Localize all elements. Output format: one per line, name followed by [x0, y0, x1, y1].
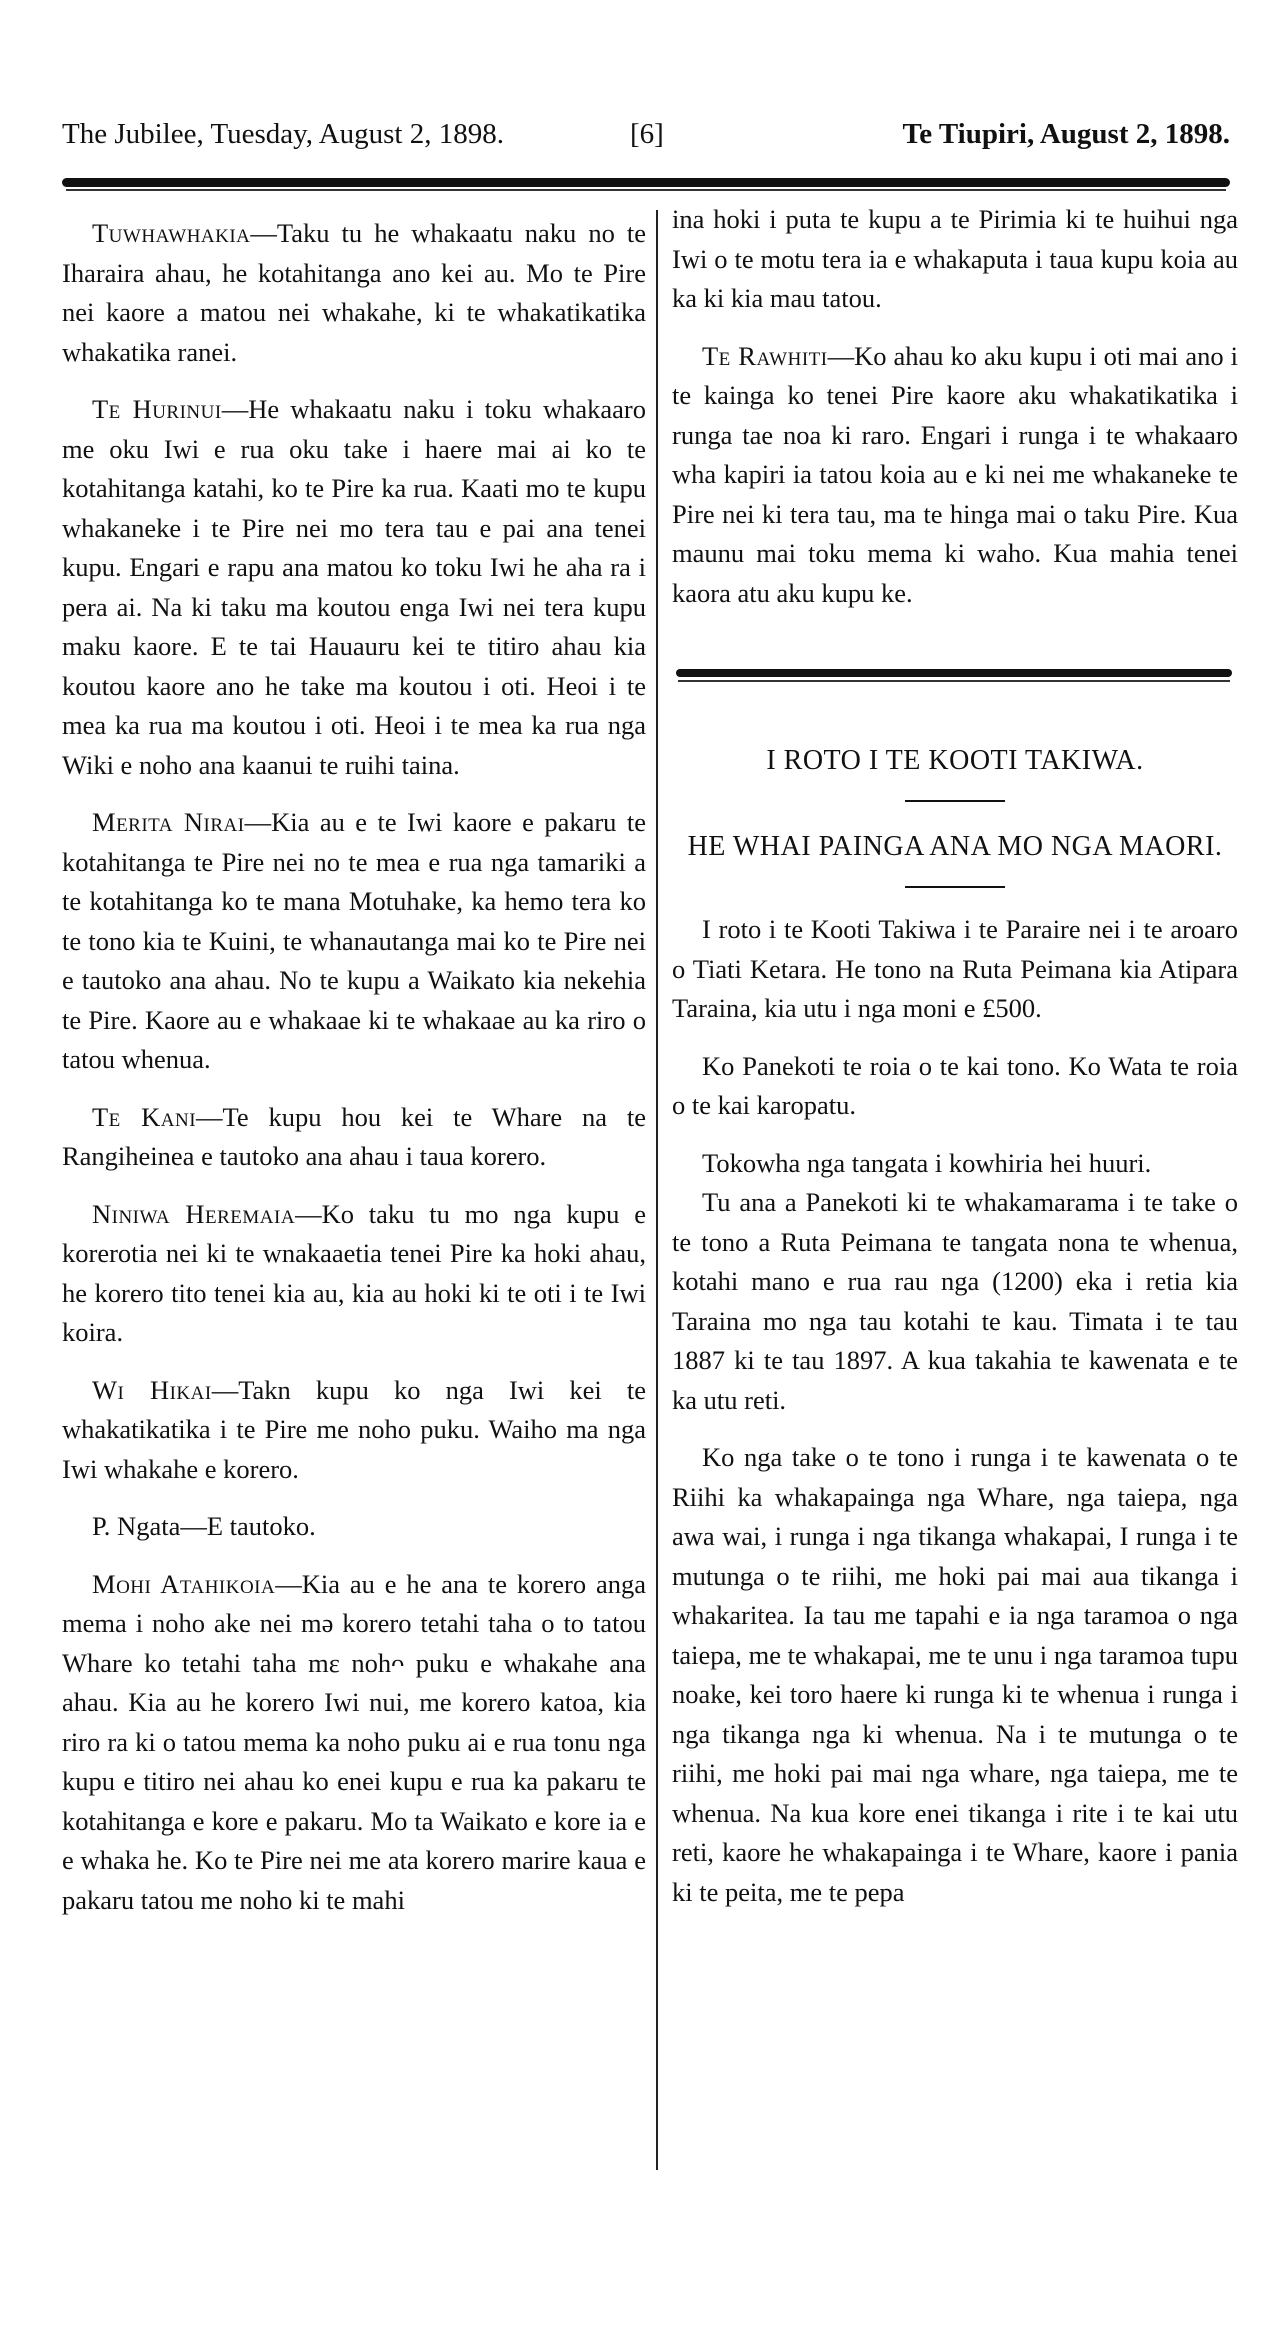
speech-paragraph — [62, 390, 646, 785]
speech-paragraph — [62, 214, 646, 372]
article-paragraph: I roto i te Kooti Takiwa i te Paraire nei i te aroaro o Tiati Ketara. He tono na Ruta Peimana kia Atipara Taraina, kia utu i nga moni e £500. — [672, 914, 1238, 1023]
speech-text: —Ko taku tu mo nga kupu e korerotia nei ki te wnakaaetia tenei Pire ka hoki ahau, he korero tito tenei kia au, kia au hoki ki te oti i te Iwi koira. — [62, 1198, 647, 1347]
speaker-name: Merita Nirai — [92, 807, 245, 837]
article-paragraph: Tokowha nga tangata i kowhiria hei huuri. — [702, 1147, 1152, 1178]
article-subheading: HE WHAI PAINGA ANA MO NGA MAORI. — [687, 831, 1223, 862]
masthead-rule — [62, 178, 1230, 187]
heading-rule — [905, 800, 1005, 802]
heading-rule — [905, 886, 1005, 888]
speech-paragraph — [62, 1565, 646, 1921]
column-divider — [656, 210, 658, 2170]
masthead-english-title: The Jubilee, Tuesday, August 2, 1898. — [62, 118, 504, 150]
speech-paragraph — [62, 1195, 646, 1353]
section-rule-thin — [678, 680, 1230, 682]
article-paragraph: Tu ana a Panekoti ki te whakamarama i te take o te tono a Ruta Peimana te tangata nona te whenua, kotahi mano e rua rau nga (1200) eka i retia kia Taraina mo nga tau kotahi te kau. Timata i te tau 1887 ki te tau 1897. A kua takahia te kawenata e te ka utu reti. — [672, 1187, 1238, 1415]
speaker-name: Te Kani — [92, 1101, 197, 1132]
article-heading: I ROTO I TE KOOTI TAKIWA. — [766, 745, 1144, 776]
speech-text: —Taku tu he whakaatu naku no te Iharaira ahau, he kotahitanga ano kei au. Mo te Pire nei kaore a matou nei whakahe, ki te whakatikatika whakatika ranei. — [62, 218, 646, 367]
masthead-maori-title: Te Tiupiri, August 2, 1898. — [902, 118, 1230, 150]
section-rule — [676, 669, 1232, 677]
speech-text: ina hoki i puta te kupu a te Pirimia ki te huihui nga Iwi o te motu tera ia e whakaputa i taua kupu koia au ka ki kia mau tatou. — [672, 204, 1238, 313]
speaker-name: Mohi Atahikoia — [92, 1568, 276, 1599]
speaker-name: Te Hurinui — [92, 394, 222, 424]
left-column — [62, 214, 646, 1938]
speech-paragraph — [672, 337, 1238, 614]
masthead-rule-thin — [66, 189, 1226, 191]
speaker-name: Te Rawhiti — [702, 340, 828, 371]
masthead — [62, 118, 1230, 158]
page-number: [6] — [630, 118, 664, 150]
speaker-name: Wi Hikai — [92, 1374, 212, 1405]
article-paragraph: Ko nga take o te tono i runga i te kawenata o te Riihi ka whakapainga nga Whare, nga taiepa, nga awa wai, i runga i nga tikanga whakapai, I runga i te mutunga o te riihi, me hoki pai mai aua tikanga i whakaritea. Ia tau me tapahi e ia nga taramoa o nga taiepa, me te whakapai, me te unu i nga taramoa tupu noake, kei toro haere ki runga ki te whenua i runga i nga tikanga nga ki whenua. Na i te mutunga o te riihi, me hoki pai mai nga whare, nga taiepa, me te whenua. Na kua kore enei tikanga i rite i te kai utu reti, kaore he whakapainga i te Whare, kaore i pania ki te peita, me te pepa — [672, 1442, 1238, 1907]
speech-paragraph — [62, 1507, 646, 1547]
speaker-name: Niniwa Heremaia — [92, 1198, 296, 1229]
right-column — [672, 200, 1238, 1930]
speech-text: —E tautoko. — [180, 1511, 316, 1541]
speech-paragraph — [672, 200, 1238, 319]
article-paragraph: Ko Panekoti te roia o te kai tono. Ko Wata te roia o te kai karopatu. — [672, 1050, 1238, 1120]
speaker-name: P. Ngata — [92, 1511, 181, 1541]
speech-text: —Takn kupu ko nga Iwi kei te whakatikatika i te Pire me noho puku. Waiho ma nga Iwi whakahe e korero. — [62, 1374, 647, 1484]
speech-text: —Kia au e te Iwi kaore e pakaru te kotahitanga te Pire nei no te mea e rua nga tamariki a te kotahitanga ko te mana Motuhake, ka hemo tera ko te tono kia te Kuini, te whanautanga mai ko te Pire nei e tautoko ana ahau. No te kupu a Waikato kia nekehia te Pire. Kaore au e whakaae ki te whakaae au ka riro o tatou whenua. — [62, 807, 646, 1074]
speech-text: —Ko ahau ko aku kupu i oti mai ano i te kainga ko tenei Pire kaore aku whakatikatika i runga tae noa ki raro. Engari i runga i te whakaaro wha kapiri ia tatou koia au e ki nei me whakaneke te Pire nei ki tera tau, ma te hinga mai o taku Pire. Kua maunu mai toku mema ki waho. Kua mahia tenei kaora atu aku kupu ke. — [672, 340, 1238, 608]
speech-paragraph — [62, 803, 646, 1080]
speech-text: —Te kupu hou kei te Whare na te Rangiheinea e tautoko ana ahau i taua korero. — [62, 1101, 647, 1171]
speech-text: —He whakaatu naku i toku whakaaro me oku Iwi e rua oku take i haere mai ai ko te kotahitanga katahi, ko te Pire ka rua. Kaati mo te kupu whakaneke i te Pire nei mo tera tau e pai ana tenei kupu. Engari e rapu ana matou ko toku Iwi he aha ra i pera ai. Na ki taku ma koutou enga Iwi nei tera kupu maku kaore. E te tai Hauauru kei te titiro ahau kia koutou kaore ano he take ma koutou i oti. Heoi i te mea ka rua ma koutou i oti. Heoi i te mea ka rua nga Wiki e noho ana kaanui te ruihi taina. — [62, 394, 647, 780]
speech-paragraph — [62, 1098, 646, 1177]
speech-text: —Kia au e he ana te korero anga mema i noho ake nei mə korero tetahi taha o to tatou Whare ko tetahi taha mε nohᴖ puku e whakahe ana ahau. Kia au he korero Iwi nui, me korero katoa, kia riro ra ki o tatou mema ka noho puku ai e rua tonu nga kupu e titiro nei ahau ko enei kupu e rua ka pakaru te kotahitanga e kore e pakaru. Mo ta Waikato e kore ia e e whaka he. Ko te Pire nei me ata korero marire kaua e pakaru tatou me noho ki te mahi — [62, 1568, 646, 1915]
speech-paragraph — [62, 1371, 646, 1490]
speaker-name: Tuwhawhakia — [92, 218, 251, 248]
